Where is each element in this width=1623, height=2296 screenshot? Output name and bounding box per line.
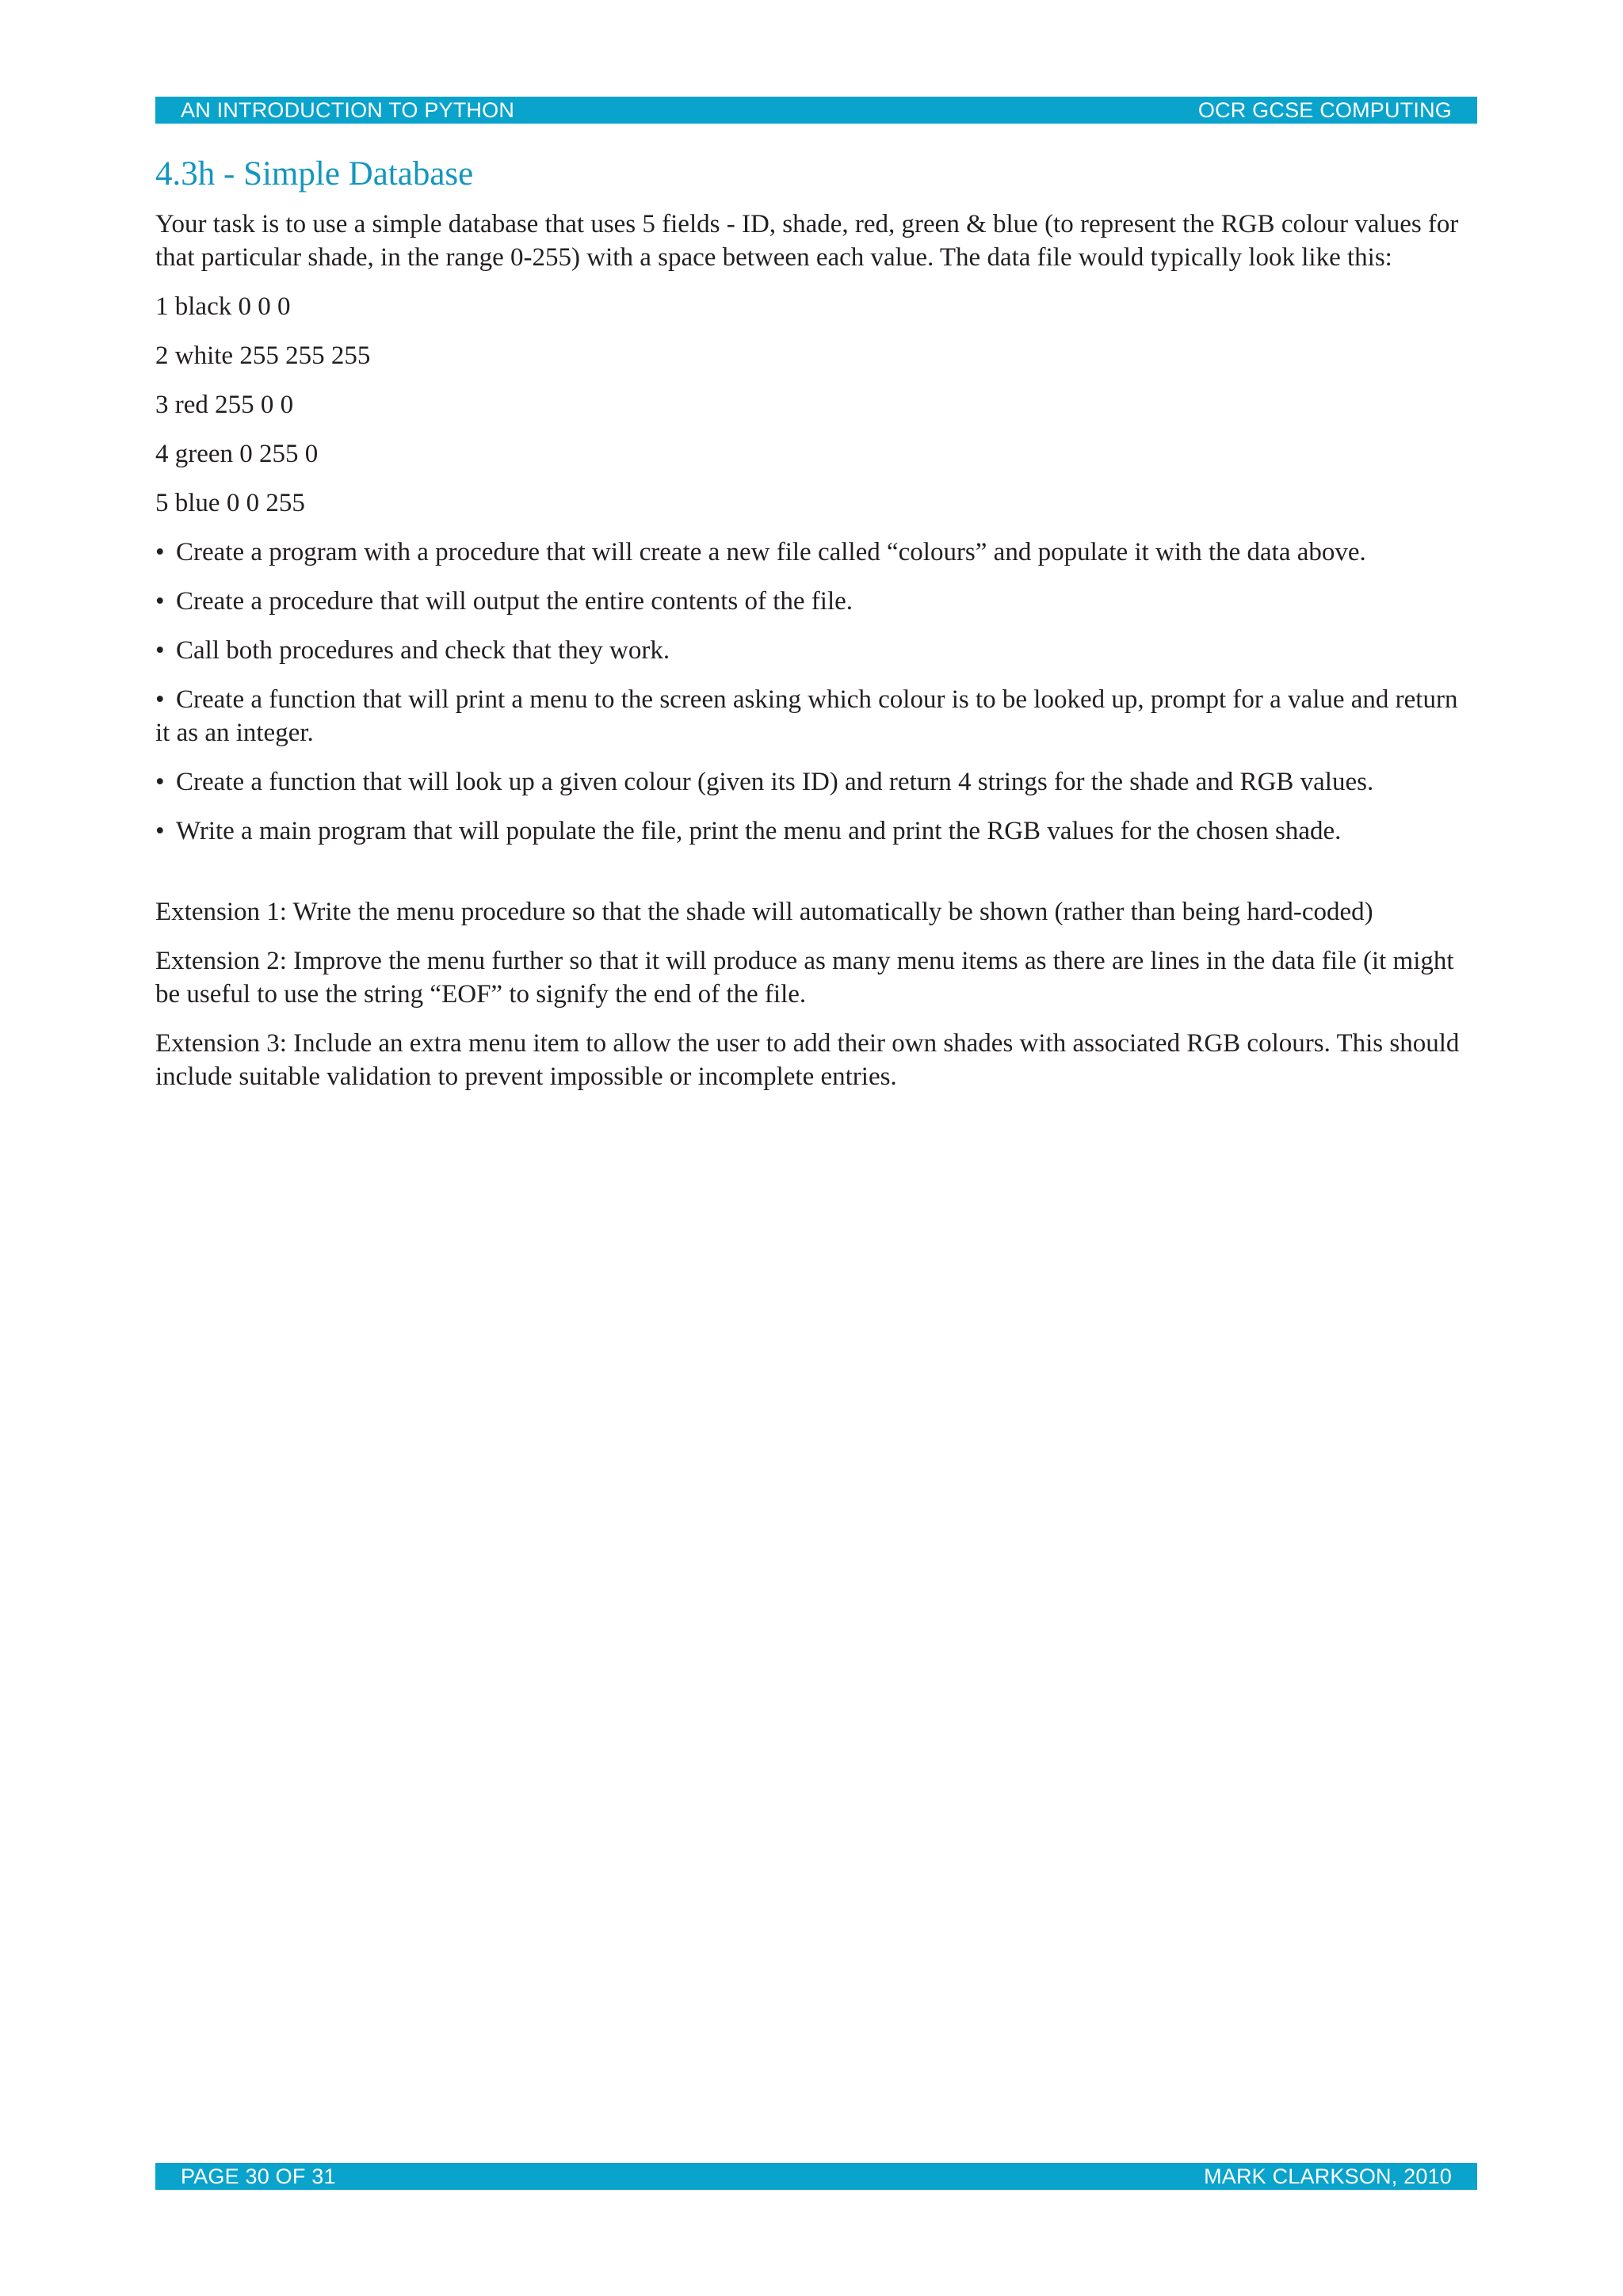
bullet-icon: • bbox=[155, 685, 165, 714]
extension-item: Extension 1: Write the menu procedure so that the shade will automatically be shown (rather than being hard-coded) bbox=[155, 898, 1373, 926]
task-item bbox=[155, 585, 1477, 618]
task-text: Create a procedure that will output the entire contents of the file. bbox=[176, 587, 854, 616]
task-list bbox=[155, 536, 1477, 848]
bullet-icon: • bbox=[155, 768, 165, 796]
task-item bbox=[155, 814, 1477, 848]
data-file-example bbox=[155, 290, 1477, 520]
task-text: Call both procedures and check that they work. bbox=[176, 636, 670, 665]
task-item bbox=[155, 765, 1477, 799]
task-item bbox=[155, 683, 1477, 749]
header-left-text: AN INTRODUCTION TO PYTHON bbox=[181, 98, 515, 122]
data-line: 2 white 255 255 255 bbox=[155, 341, 371, 370]
page-title: 4.3h - Simple Database bbox=[155, 155, 474, 193]
task-text: Write a main program that will populate the file, print the menu and print the RGB values for the chosen shade. bbox=[176, 817, 1342, 845]
bullet-icon: • bbox=[155, 636, 165, 665]
extension-item: Extension 3: Include an extra menu item to allow the user to add their own shades with associated RGB colours. This should include suitable validation to prevent impossible or incomplete entries. bbox=[155, 1029, 1460, 1091]
extension-item: Extension 2: Improve the menu further so that it will produce as many menu items as there are lines in the data file (it might be useful to use the string “EOF” to signify the end of the file. bbox=[155, 947, 1454, 1009]
task-text: Create a function that will print a menu to the screen asking which colour is to be looked up, prompt for a value and return it as an integer. bbox=[155, 685, 1458, 747]
task-text: Create a function that will look up a given colour (given its ID) and return 4 strings for the shade and RGB values. bbox=[176, 768, 1374, 796]
bullet-icon: • bbox=[155, 587, 165, 616]
author-credit: MARK CLARKSON, 2010 bbox=[1204, 2164, 1452, 2188]
page-number: PAGE 30 OF 31 bbox=[181, 2164, 336, 2188]
bullet-icon: • bbox=[155, 538, 165, 566]
data-line: 4 green 0 255 0 bbox=[155, 440, 319, 468]
header-band bbox=[155, 97, 1477, 124]
data-line: 5 blue 0 0 255 bbox=[155, 489, 305, 517]
extensions bbox=[155, 895, 1477, 1093]
data-line: 1 black 0 0 0 bbox=[155, 292, 291, 321]
footer-band bbox=[155, 2163, 1477, 2190]
task-item bbox=[155, 536, 1477, 569]
page-content bbox=[155, 152, 1477, 1109]
task-item bbox=[155, 634, 1477, 667]
header-right-text: OCR GCSE COMPUTING bbox=[1197, 98, 1452, 122]
task-text: Create a program with a procedure that will create a new file called “colours” and populate it with the data above. bbox=[176, 538, 1366, 566]
section-spacer bbox=[155, 864, 1477, 895]
bullet-icon: • bbox=[155, 817, 165, 845]
intro-paragraph: Your task is to use a simple database that uses 5 fields - ID, shade, red, green & blue (to represent the RGB colour values for that particular shade, in the range 0-255) with a space between each value. The data file would typically look like this: bbox=[155, 210, 1459, 272]
data-line: 3 red 255 0 0 bbox=[155, 391, 294, 419]
